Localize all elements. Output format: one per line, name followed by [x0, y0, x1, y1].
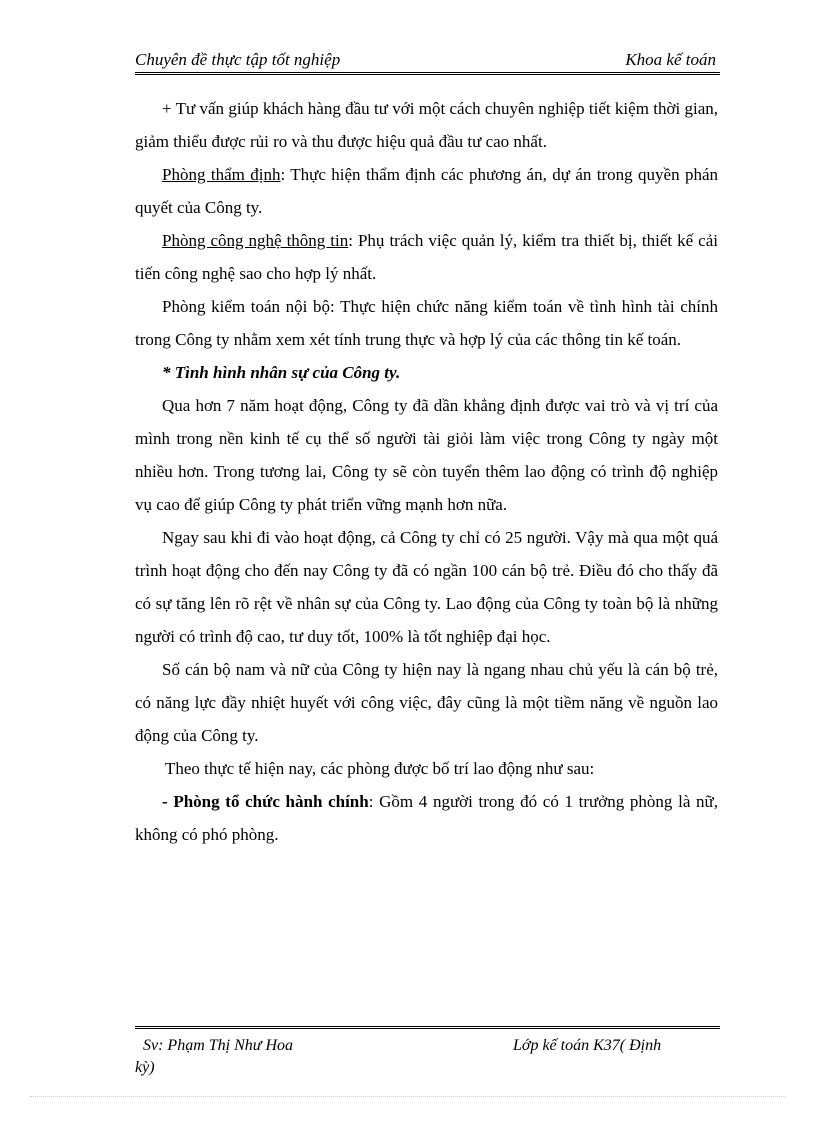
footer-class-continued: kỳ): [135, 1059, 155, 1076]
appraisal-dept-text: : Thực hiện thẩm định các phương án, dự án trong quyền phán quyết của Công ty.: [135, 165, 718, 217]
header-title: Chuyên đề thực tập tốt nghiệp: [135, 50, 341, 69]
footer-student: Sv: Phạm Thị Như Hoa: [143, 1037, 294, 1054]
paragraph-consulting: + Tư vấn giúp khách hàng đầu tư với một cách chuyên nghiệp tiết kiệm thời gian, giảm thiểu được rủi ro và thu được hiệu quả đầu tư cao nhất.: [135, 99, 718, 151]
it-dept-text: : Phụ trách việc quản lý, kiểm tra thiết bị, thiết kế cải tiến công nghệ sao cho hợp lý nhất.: [135, 231, 719, 283]
paragraph-company-growth: Qua hơn 7 năm hoạt động, Công ty đã dần khẳng định được vai trò và vị trí của mình trong nền kinh tế cụ thể số người tài giỏi làm việc trong Công ty ngày một nhiều hơn. Trong tương lai, Công ty sẽ còn tuyển thêm lao động có trình độ nghiệp vụ cao để giúp Công ty phát triển vững mạnh hơn nữa.: [135, 396, 718, 514]
paragraph-appraisal-dept: [135, 158, 718, 224]
admin-dept-label: - Phòng tổ chức hành chính: [162, 792, 369, 811]
paragraph-it-dept: [135, 224, 718, 290]
appraisal-dept-label: Phòng thẩm định: [162, 165, 281, 184]
admin-dept-text: : Gồm 4 người trong đó có 1 trưởng phòng là nữ, không có phó phòng.: [135, 792, 718, 844]
document-body: [135, 92, 718, 851]
paragraph-allocation-intro: Theo thực tế hiện nay, các phòng được bố trí lao động như sau:: [165, 759, 595, 778]
paragraph-internal-audit: Phòng kiểm toán nội bộ: Thực hiện chức năng kiểm toán về tình hình tài chính trong Công ty nhằm xem xét tính trung thực và hợp lý của các thông tin kế toán.: [135, 297, 718, 349]
footer-class: Lớp kế toán K37( Định: [513, 1037, 662, 1054]
paragraph-admin-dept: [135, 785, 718, 851]
page-footer: [135, 1026, 720, 1076]
header-department: Khoa kế toán: [625, 50, 716, 69]
page-bottom-edge: [30, 1096, 786, 1097]
page-header: [135, 48, 720, 75]
paragraph-gender-balance: Số cán bộ nam và nữ của Công ty hiện nay là ngang nhau chủ yếu là cán bộ trẻ, có năng lực đầy nhiệt huyết với công việc, đây cũng là một tiềm năng về nguồn lao động của Công ty.: [135, 660, 718, 745]
section-heading-staffing: * Tình hình nhân sự của Công ty.: [162, 363, 401, 382]
paragraph-headcount: Ngay sau khi đi vào hoạt động, cả Công ty chỉ có 25 người. Vậy mà qua một quá trình hoạt động cho đến nay Công ty đã có ngần 100 cán bộ trẻ. Điều đó cho thấy đã có sự tăng lên rõ rệt về nhân sự của Công ty. Lao động của Công ty toàn bộ là những người có trình độ cao, tư duy tốt, 100% là tốt nghiệp đại học.: [135, 528, 718, 646]
it-dept-label: Phòng công nghệ thông tin: [162, 231, 349, 250]
